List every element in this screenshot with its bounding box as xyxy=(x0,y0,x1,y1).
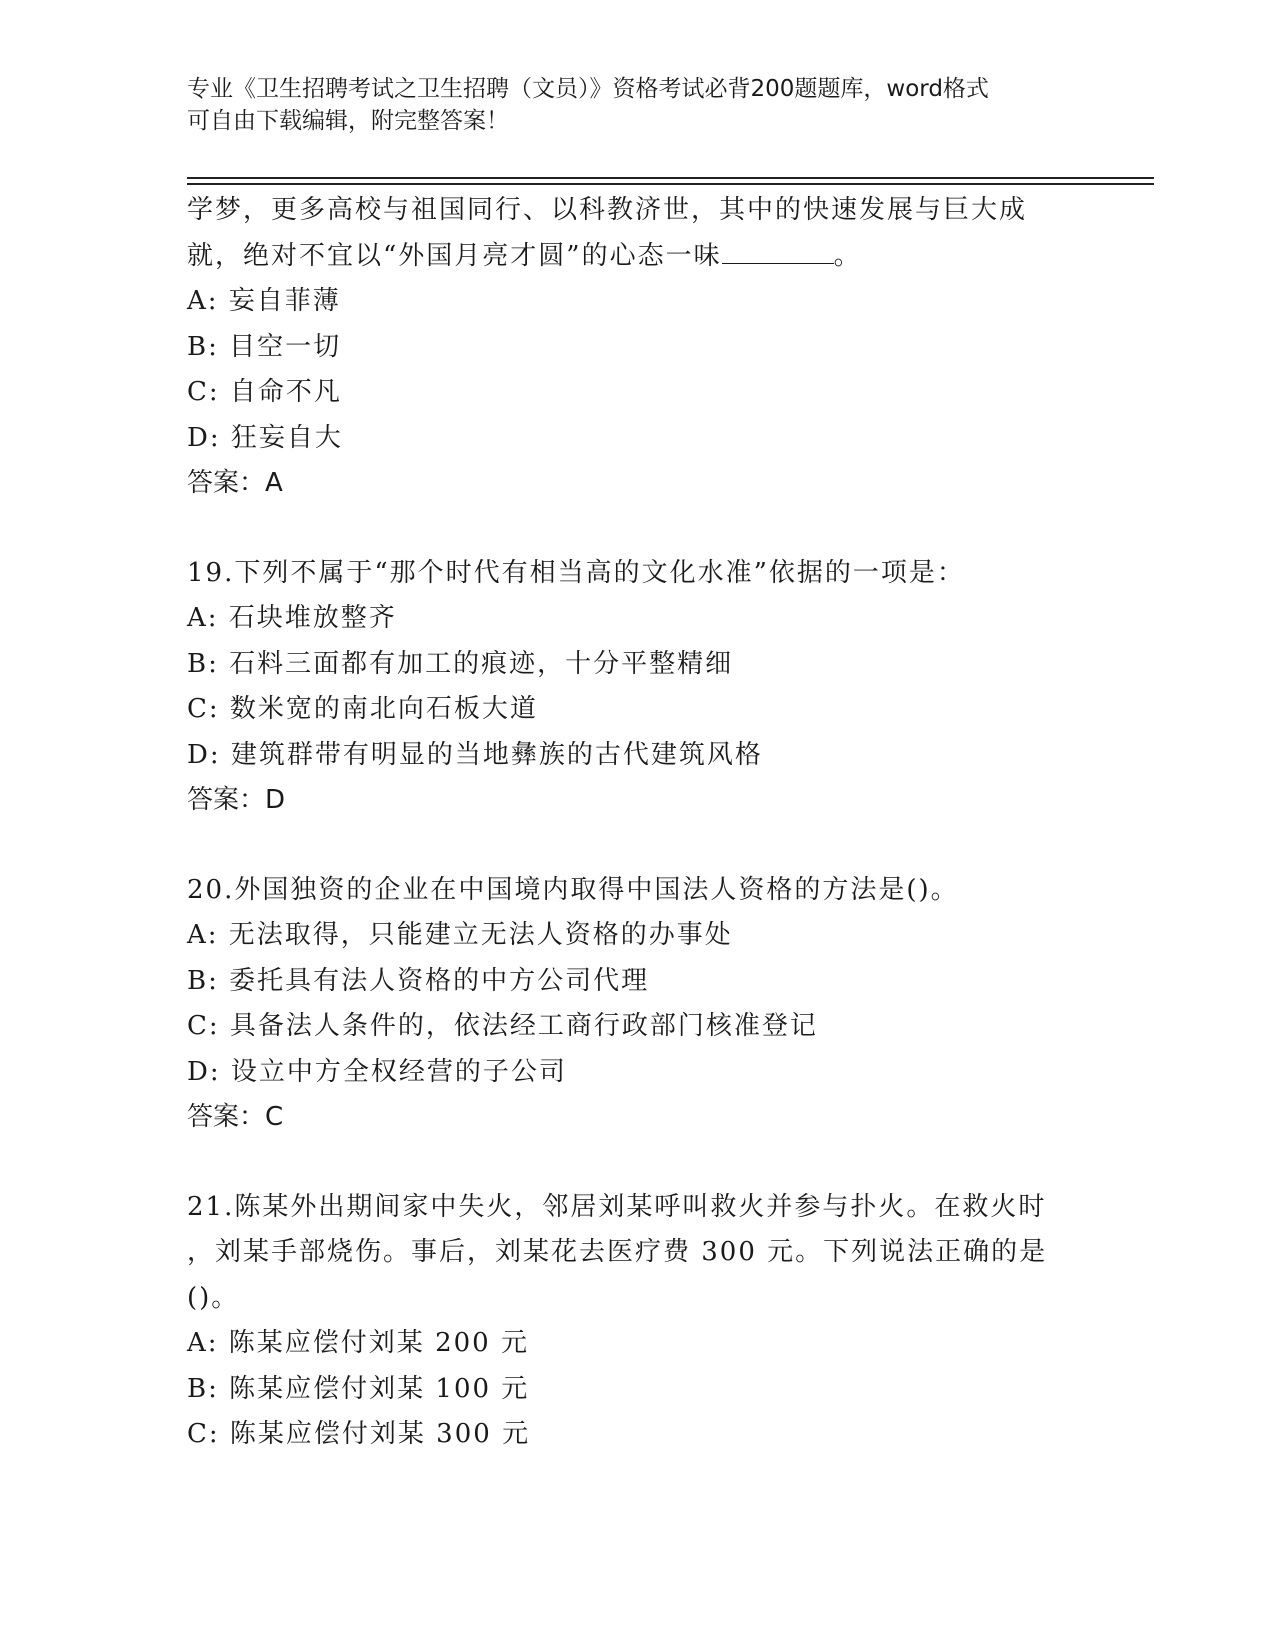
question-18-option-d: D: 狂妄自大 xyxy=(187,422,343,453)
question-21 xyxy=(187,1185,1087,1458)
question-21-option-c: C: 陈某应偿付刘某 300 元 xyxy=(187,1419,531,1449)
question-19-option-c: C: 数米宽的南北向石板大道 xyxy=(187,694,538,724)
question-20-text: 20.外国独资的企业在中国境内取得中国法人资格的方法是()。 xyxy=(187,874,959,905)
question-21-text-line-2: ，刘某手部烧伤。事后，刘某花去医疗费 300 元。下列说法正确的是 xyxy=(187,1237,1048,1267)
question-20 xyxy=(187,868,1087,1141)
question-20-answer: 答案：C xyxy=(187,1102,284,1132)
header-title-line-1: 专业《卫生招聘考试之卫生招聘（文员）》资格考试必背200题题库，word格式 xyxy=(187,76,989,102)
question-19-option-b: B: 石料三面都有加工的痕迹，十分平整精细 xyxy=(187,648,734,679)
question-19-option-a: A: 石块堆放整齐 xyxy=(187,603,397,633)
question-18-text-end: 。 xyxy=(833,240,862,271)
question-list xyxy=(187,188,1087,1458)
question-21-text-line-1: 21.陈某外出期间家中失火，邻居刘某呼叫救火并参与扑火。在救火时 xyxy=(187,1191,1047,1222)
question-18-text-part: 就，绝对不宜以“外国月亮才圆”的心态一味 xyxy=(187,240,722,271)
header-divider-top xyxy=(187,177,1154,179)
spacer xyxy=(187,507,1087,551)
spacer xyxy=(187,1141,1087,1185)
question-20-option-d: D: 设立中方全权经营的子公司 xyxy=(187,1056,567,1087)
question-20-option-c: C: 具备法人条件的，依法经工商行政部门核准登记 xyxy=(187,1011,818,1041)
question-20-option-a: A: 无法取得，只能建立无法人资格的办事处 xyxy=(187,920,733,950)
spacer xyxy=(187,824,1087,868)
question-18 xyxy=(187,188,1087,507)
question-21-option-a: A: 陈某应偿付刘某 200 元 xyxy=(187,1328,529,1358)
question-18-text-line-2 xyxy=(187,234,1087,280)
question-21-text-line-3: ()。 xyxy=(187,1282,240,1313)
question-20-option-b: B: 委托具有法人资格的中方公司代理 xyxy=(187,965,650,996)
header-divider-bottom xyxy=(187,183,1154,185)
fill-in-blank xyxy=(722,241,834,264)
question-21-option-b: B: 陈某应偿付刘某 100 元 xyxy=(187,1373,530,1404)
question-19-text: 19.下列不属于“那个时代有相当高的文化水准”依据的一项是： xyxy=(187,557,965,588)
question-19 xyxy=(187,551,1087,824)
question-19-answer: 答案：D xyxy=(187,785,286,815)
question-18-option-b: B: 目空一切 xyxy=(187,331,342,362)
question-18-answer: 答案：A xyxy=(187,468,283,498)
question-19-option-d: D: 建筑群带有明显的当地彝族的古代建筑风格 xyxy=(187,739,763,770)
question-18-text-line-1: 学梦，更多高校与祖国同行、以科教济世，其中的快速发展与巨大成 xyxy=(187,195,1028,225)
question-18-option-c: C: 自命不凡 xyxy=(187,377,342,407)
question-18-option-a: A: 妄自菲薄 xyxy=(187,286,341,316)
header-title-line-2: 可自由下载编辑，附完整答案！ xyxy=(187,108,509,134)
document-header xyxy=(187,73,1087,137)
